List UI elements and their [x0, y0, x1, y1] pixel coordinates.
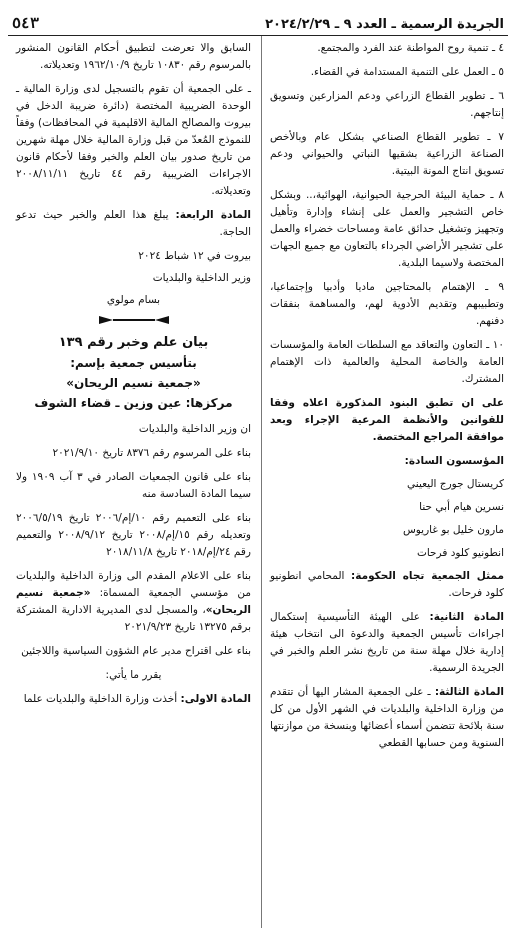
compliance-clause: على ان تطبق البنود المذكورة اعلاه وفقا للقوانين والأنظمة المرعية الإجراء وبعد موافقة المراجع المختصة.: [270, 397, 504, 443]
article-2-text: على الهيئة التأسيسية إستكمال اجراءات تأسيس الجمعية والدعوة الى انتخاب هيئة إدارية خلال مهلة سنة من تاريخ نشر العلم والخبر في الجريدة الرسمية.: [270, 611, 504, 674]
objective-10: ١٠ ـ التعاون والتعاقد مع السلطات العامة والمؤسسات العامة والخاصة المحلية والعالمية ذات الإهتمام المشترك.: [270, 339, 504, 385]
article-1-text: أخذت وزارة الداخلية والبلديات علما: [23, 693, 178, 705]
recital-notification-text: بناء على الاعلام المقدم الى وزارة الداخلية والبلديات من مؤسسي الجمعية المسماة:: [16, 570, 251, 599]
recital-association-name: «جمعية نسيم الريحان»: [16, 587, 251, 616]
signature-block: [16, 248, 251, 309]
founder-4: انطونيو كلود فرحات: [416, 547, 504, 559]
article-2-label: المادة الثانية:: [429, 611, 505, 623]
article-3-label: المادة الثالثة:: [434, 686, 504, 698]
objective-5: ٥ ـ العمل على التنمية المستدامة في القضاء.: [310, 66, 504, 78]
page-number: ٥٤٣: [12, 14, 40, 32]
article-4: [16, 207, 251, 241]
page-header: [8, 8, 508, 36]
objective-7: ٧ ـ تطوير القطاع الصناعي بشكل عام وبالأخص الصناعة الزراعية بشقيها النباتي والحيواني ودعم تسويق انتاج المونة البيتية.: [270, 131, 504, 177]
recital-law: بناء على قانون الجمعيات الصادر في ٣ آب ١٩٠٩ ولا سيما المادة السادسة منه: [16, 471, 251, 500]
gazette-title: الجريدة الرسمية ـ العدد ٩ ـ ٢٠٢٤/٢/٢٩: [265, 17, 504, 32]
representative-text: المحامي انطونيو كلود فرحات.: [270, 570, 504, 599]
recital-proposal: بناء على اقتراح مدير عام الشؤون السياسية واللاجئين: [21, 645, 251, 657]
article-4-text: يبلغ هذا العلم والخبر حيث تدعو الحاجة.: [16, 209, 251, 238]
article-4-label: المادة الرابعة:: [175, 209, 251, 221]
article-1-label: المادة الاولى:: [180, 693, 251, 705]
signature-date: بيروت في ١٢ شباط ٢٠٢٤: [138, 250, 251, 262]
article-1: [16, 691, 251, 708]
recital-circulars: بناء على التعميم رقم ١٠/إم/٢٠٠٦ تاريخ ٢٠٠٦/٥/١٩ وتعديله رقم ١٥/إم/٢٠٠٨ تاريخ ٢٠٠٨/٩/١٢ والتعميم رقم ٢٤/إم/٢٠١٨ تاريخ ٢٠١٨/١١/٨: [16, 512, 251, 558]
section-divider: [16, 315, 251, 325]
objective-6: ٦ ـ تطوير القطاع الزراعي ودعم المزارعين وتسويق إنتاجهم.: [270, 90, 504, 119]
association-location: مركزها: عين وزين ـ قضاء الشوف: [34, 396, 233, 410]
notice-subtitle: بتأسيس جمعية بإسم:: [70, 356, 197, 370]
objective-4: ٤ ـ تنمية روح المواطنة عند الفرد والمجتمع.: [317, 42, 504, 54]
article-2: [270, 609, 504, 677]
representative-label: ممثل الجمعية تجاه الحكومة:: [351, 570, 504, 582]
continued-text: السابق والا تعرضت لتطبيق أحكام القانون المنشور بالمرسوم رقم ١٠٨٣٠ تاريخ ١٩٦٢/١٠/٩ وتعديلاته.: [16, 42, 251, 71]
decision-heading: يقرر ما يأتي:: [105, 669, 162, 681]
founder-3: مارون خليل بو غاريوس: [402, 524, 504, 536]
signature-name: بسام مولوي: [106, 294, 161, 306]
notice-title: بيان علم وخبر رقم ١٣٩: [58, 335, 209, 350]
text-columns: [8, 36, 508, 928]
recital-notification: [16, 568, 251, 636]
objective-8: ٨ ـ حماية البيئة الحرجية الحيوانية، الهوائية،.. وبشكل خاص التشجير والعمل على إنشاء وإدارة وتأهيل وتجهيز وتشغيل حدائق عامة ومساحات خضراء والعمل على تشجير الأراضي الجرداء بالتعاون مع جميع الجهات المختصة ولاسيما البلدية.: [270, 189, 504, 269]
founder-2: نسرين هيام أبي حنا: [419, 501, 504, 513]
tax-registration-clause: ـ على الجمعية أن تقوم بالتسجيل لدى وزارة المالية ـ الوحدة الضريبية المختصة (دائرة ضريبة الدخل في بيروت والمصالح المالية الاقليمية في المحافظات) وفقاً للنموذج المُعدّ من قبل وزارة المالية خلال مهلة شهرين من تاريخ صدور بيان العلم والخبر وفقا لأحكام قانون الاجراءات الضريبية رقم ٤٤ تاريخ ٢٠٠٨/١١/١١ وتعديلاته.: [16, 83, 252, 197]
founders-list: [270, 453, 504, 562]
founder-1: كريستال جورج اليعيني: [407, 478, 504, 490]
recital-registration: ، والمسجل لدى المديرية الادارية المشتركة برقم ١٣٢٧٥ تاريخ ٢٠٢١/٩/٢٣: [16, 604, 251, 633]
government-representative: [270, 568, 504, 602]
recital-decree: بناء على المرسوم رقم ٨٣٧٦ تاريخ ٢٠٢١/٩/١٠: [52, 447, 251, 459]
article-3-text: ـ على الجمعية المشار اليها أن تتقدم من وزارة الداخلية والبلديات في الشهر الأول من كل سنة بلائحة تتضمن أسماء أعضائها وبنسخة من موازنتها السنوية ومن حسابها القطعي: [270, 686, 504, 749]
objective-9: ٩ ـ الإهتمام بالمحتاجين ماديا وأدبيا وإجتماعيا، وتطبيبهم وتقديم الأدوية لهم، والمساهمة بنفقات دفنهم.: [270, 281, 504, 327]
minister-intro: ان وزير الداخلية والبلديات: [138, 423, 251, 435]
article-3: [270, 684, 504, 752]
signature-title: وزير الداخلية والبلديات: [152, 272, 251, 284]
right-column: [261, 36, 508, 928]
founders-label: المؤسسون السادة:: [404, 455, 504, 467]
association-name: «جمعية نسيم الريحان»: [66, 376, 201, 390]
left-column: [12, 36, 259, 928]
